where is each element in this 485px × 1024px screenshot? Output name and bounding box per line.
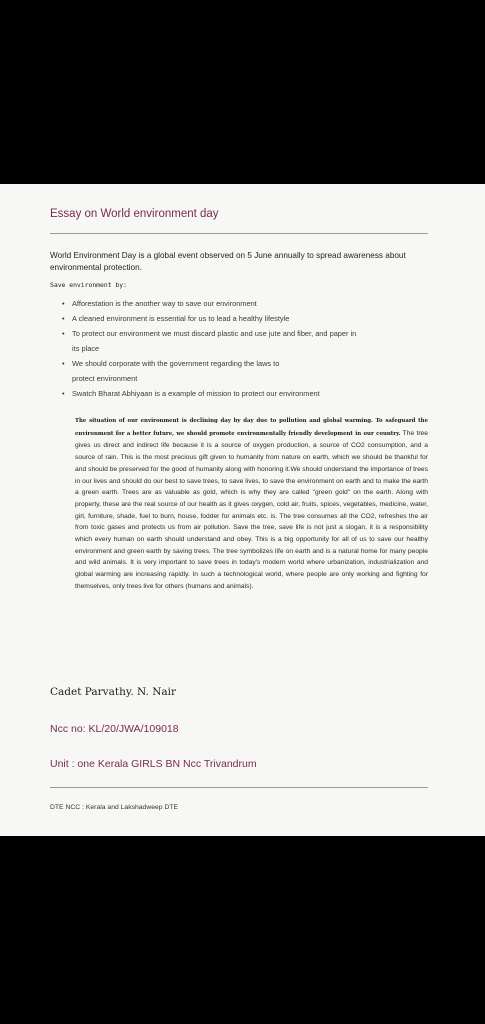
unit-name: Unit : one Kerala GIRLS BN Ncc Trivandrum bbox=[50, 758, 257, 770]
bullet-list bbox=[62, 296, 424, 401]
cadet-name: Cadet Parvathy. N. Nair bbox=[50, 686, 177, 698]
bullet-continuation: its place bbox=[72, 344, 100, 353]
bullet-item: • We should corporate with the government regarding the laws to bbox=[62, 356, 424, 371]
bullet-item: • A cleaned environment is essential for us to lead a healthy lifestyle bbox=[62, 311, 424, 326]
save-environment-label: Save environment by: bbox=[50, 281, 127, 289]
essay-title: Essay on World environment day bbox=[50, 208, 219, 220]
title-divider bbox=[50, 233, 428, 234]
paragraph-body: The tree gives us direct and indirect life because it is a source of oxygen production, a source of CO2 consumption, and a source of rain. This is the most precious gift given to humanity from nature on earth, which we should be thankful for and should be preserved for the good of humanity along with honoring it.We should understand the importance of trees in our lives and should do our best to save trees, to save lives, to save the environment on earth and to make the earth a green earth. Trees are as valuable as gold, which is why they are called "green gold" on the earth. Along with property, these are the real source of our health as it gives oxygen, cold air, fruits, spices, vegetables, medicine, water, girl, furniture, shade, fuel to burn, house, fodder for animals etc. is. The tree consumes all the CO2, refreshes the air from toxic gases and protects us from air pollution. Save the tree, save life is not just a slogan, it is a responsibility which every human on earth should understand and obey. This is a big opportunity for all of us to save our healthy environment and green earth by saving trees. The tree symbolizes life on earth and is a natural home for many people and wild animals. It is very important to save trees in today's modern world where urbanization, industrialization and global warming are increasing rapidly. In such a technological world, where people are only working and fighting for themselves, only trees live for others (humans and animals). bbox=[75, 429, 428, 590]
bullet-item: • Swatch Bharat Abhiyaan is a example of mission to protect our environment bbox=[62, 386, 424, 401]
essay-page bbox=[0, 184, 485, 836]
intro-text: World Environment Day is a global event observed on 5 June annually to spread awareness about environmental protection. bbox=[50, 251, 406, 272]
ncc-number: Ncc no: KL/20/JWA/109018 bbox=[50, 723, 179, 735]
dte-text: DTE NCC : Kerala and Lakshadweep DTE bbox=[50, 804, 179, 811]
body-paragraph bbox=[75, 415, 428, 593]
footer-divider bbox=[50, 787, 428, 788]
bullet-continuation: protect environment bbox=[72, 374, 138, 383]
bullet-item: • To protect our environment we must discard plastic and use jute and fiber, and paper in bbox=[62, 326, 424, 341]
paragraph-lead: The situation of our environment is declining day by day due to pollution and global warming. To safeguard the environment for a better future, we should promote environmentally friendly development in our country. bbox=[75, 418, 428, 437]
bullet-item: • Afforestation is the another way to save our environment bbox=[62, 296, 424, 311]
